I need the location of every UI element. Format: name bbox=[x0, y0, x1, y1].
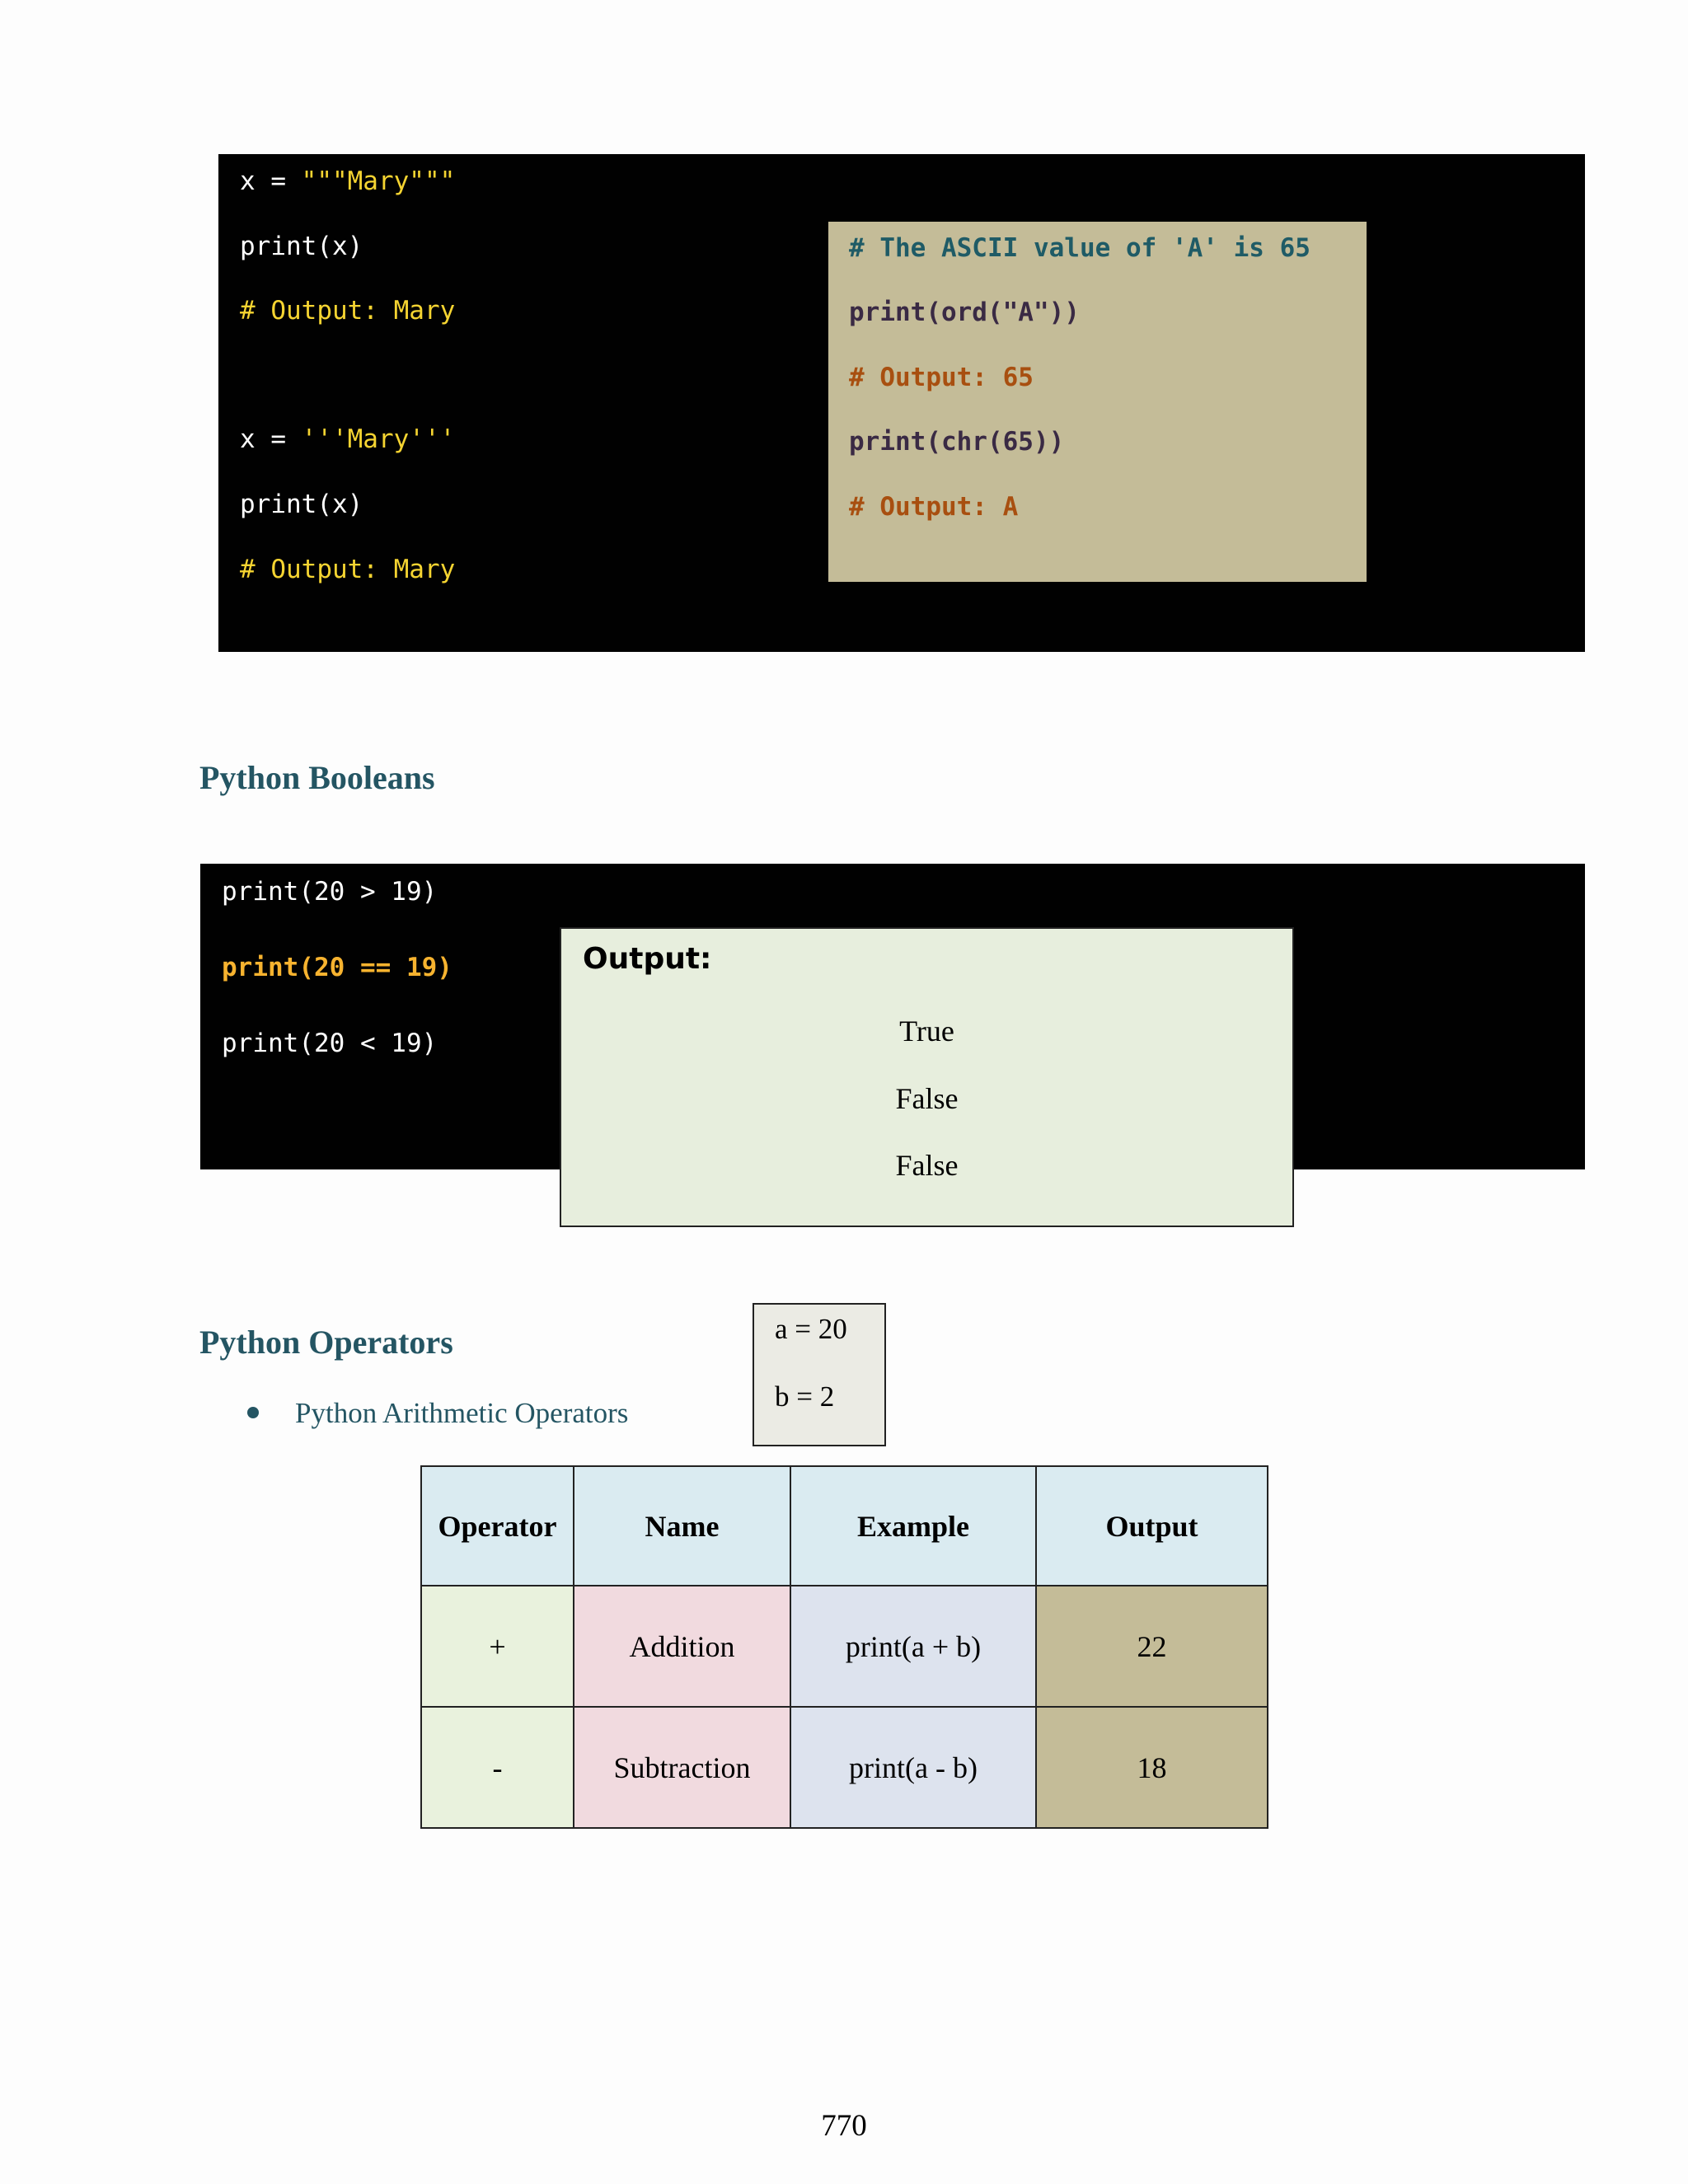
table-cell: 22 bbox=[1036, 1586, 1268, 1707]
code-line-highlighted: print(20 == 19) bbox=[222, 953, 452, 982]
operators-table bbox=[420, 1465, 1268, 1829]
section-heading-booleans: Python Booleans bbox=[199, 759, 435, 796]
section-heading-operators: Python Operators bbox=[199, 1324, 453, 1361]
code-line: x = '''Mary''' bbox=[240, 424, 456, 454]
output-value: False bbox=[895, 1149, 959, 1182]
table-header: Example bbox=[790, 1466, 1036, 1586]
ascii-code-box bbox=[828, 222, 1367, 582]
code-comment: # Output: Mary bbox=[240, 296, 456, 326]
table-cell: print(a - b) bbox=[790, 1707, 1036, 1828]
code-line: print(chr(65)) bbox=[849, 427, 1065, 457]
code-line: x = """Mary""" bbox=[240, 166, 456, 196]
code-line: print(ord("A")) bbox=[849, 298, 1080, 327]
table-cell: - bbox=[421, 1707, 574, 1828]
code-line: print(x) bbox=[240, 232, 363, 261]
table-header: Name bbox=[574, 1466, 790, 1586]
page-number: 770 bbox=[821, 2109, 867, 2143]
variable-line: a = 20 bbox=[775, 1313, 847, 1345]
table-header: Output bbox=[1036, 1466, 1268, 1586]
output-box bbox=[560, 927, 1294, 1227]
code-line: print(20 < 19) bbox=[222, 1029, 438, 1058]
variables-box bbox=[753, 1303, 886, 1446]
table-cell: + bbox=[421, 1586, 574, 1707]
table-header: Operator bbox=[421, 1466, 574, 1586]
code-line: print(x) bbox=[240, 490, 363, 519]
code-line: print(20 > 19) bbox=[222, 877, 438, 907]
code-comment: # The ASCII value of 'A' is 65 bbox=[849, 233, 1311, 263]
output-value: True bbox=[899, 1015, 954, 1047]
bullet-icon bbox=[247, 1407, 259, 1418]
code-comment: # Output: Mary bbox=[240, 555, 456, 584]
table-header-row bbox=[421, 1466, 1268, 1586]
table-cell: 18 bbox=[1036, 1707, 1268, 1828]
output-value: False bbox=[895, 1082, 959, 1115]
table-row bbox=[421, 1707, 1268, 1828]
table-cell: print(a + b) bbox=[790, 1586, 1036, 1707]
code-comment: # Output: 65 bbox=[849, 363, 1034, 392]
output-label: Output: bbox=[583, 942, 712, 976]
table-cell: Subtraction bbox=[574, 1707, 790, 1828]
bullet-text: Python Arithmetic Operators bbox=[295, 1397, 629, 1429]
table-cell: Addition bbox=[574, 1586, 790, 1707]
variable-line: b = 2 bbox=[775, 1380, 835, 1413]
code-comment: # Output: A bbox=[849, 492, 1019, 522]
bullet-list-item bbox=[247, 1397, 628, 1430]
table-row bbox=[421, 1586, 1268, 1707]
